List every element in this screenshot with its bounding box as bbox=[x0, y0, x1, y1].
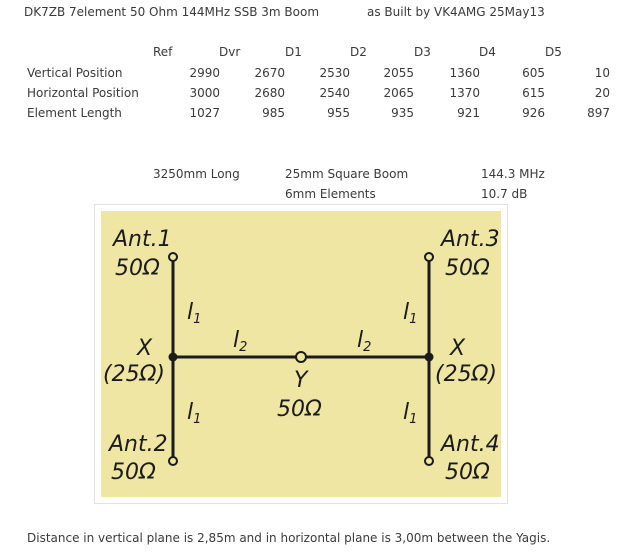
ant2-label: Ant.2 bbox=[109, 432, 168, 457]
column-header-dvr: Dvr bbox=[219, 45, 241, 59]
table-cell: 615 bbox=[522, 86, 545, 100]
table-cell: 2065 bbox=[383, 86, 414, 100]
table-cell: 20 bbox=[594, 86, 610, 100]
column-header-d3: D3 bbox=[414, 45, 431, 59]
ant2-impedance: 50Ω bbox=[111, 460, 156, 485]
ant3-connector-icon bbox=[425, 253, 433, 261]
antenna-stacking-diagram bbox=[101, 211, 501, 497]
column-header-ref: Ref bbox=[153, 45, 173, 59]
table-cell: 921 bbox=[457, 106, 480, 120]
ant4-label: Ant.4 bbox=[441, 432, 500, 457]
table-cell: 2540 bbox=[319, 86, 350, 100]
spec-gain: 10.7 dB bbox=[481, 187, 528, 201]
y-label: Y bbox=[294, 368, 308, 393]
table-cell: 605 bbox=[522, 66, 545, 80]
table-cell: 10 bbox=[594, 66, 610, 80]
left-junction-dot bbox=[169, 353, 178, 362]
ant3-label: Ant.3 bbox=[441, 227, 500, 252]
ant3-impedance: 50Ω bbox=[445, 256, 490, 281]
table-cell: 935 bbox=[391, 106, 414, 120]
table-cell: 926 bbox=[522, 106, 545, 120]
y-connector-icon bbox=[296, 352, 306, 362]
table-cell: 2055 bbox=[383, 66, 414, 80]
diagram-svg bbox=[101, 211, 501, 497]
ant2-connector-icon bbox=[169, 457, 177, 465]
footer-note: Distance in vertical plane is 2,85m and in horizontal plane is 3,00m between the Yagis. bbox=[27, 531, 551, 545]
y-impedance: 50Ω bbox=[277, 397, 322, 422]
ant4-connector-icon bbox=[425, 457, 433, 465]
right-x-impedance: (25Ω) bbox=[435, 362, 497, 387]
table-cell: 2670 bbox=[254, 66, 285, 80]
left-x-label: X bbox=[137, 336, 153, 361]
l2-label-left: l2 bbox=[233, 328, 248, 355]
l1-label-right-top: l1 bbox=[403, 300, 418, 327]
l1-label-left-top: l1 bbox=[187, 300, 202, 327]
ant1-impedance: 50Ω bbox=[115, 256, 160, 281]
row-label-element-length: Element Length bbox=[27, 106, 122, 120]
table-cell: 2530 bbox=[319, 66, 350, 80]
column-header-d4: D4 bbox=[479, 45, 496, 59]
table-cell: 2990 bbox=[189, 66, 220, 80]
left-x-impedance: (25Ω) bbox=[103, 362, 165, 387]
table-cell: 1360 bbox=[449, 66, 480, 80]
spec-boom: 25mm Square Boom bbox=[285, 167, 409, 181]
table-cell: 897 bbox=[587, 106, 610, 120]
column-header-d1: D1 bbox=[285, 45, 302, 59]
built-by-note: as Built by VK4AMG 25May13 bbox=[367, 5, 545, 19]
spec-length: 3250mm Long bbox=[153, 167, 240, 181]
row-label-horizontal-position: Horizontal Position bbox=[27, 86, 139, 100]
page-title: DK7ZB 7element 50 Ohm 144MHz SSB 3m Boom bbox=[24, 5, 320, 19]
table-cell: 985 bbox=[262, 106, 285, 120]
column-header-d5: D5 bbox=[545, 45, 562, 59]
ant4-impedance: 50Ω bbox=[445, 460, 490, 485]
table-cell: 1370 bbox=[449, 86, 480, 100]
column-header-d2: D2 bbox=[350, 45, 367, 59]
l1-label-left-bottom: l1 bbox=[187, 400, 202, 427]
l1-label-right-bottom: l1 bbox=[403, 400, 418, 427]
right-junction-dot bbox=[425, 353, 434, 362]
table-cell: 3000 bbox=[189, 86, 220, 100]
diagram-frame bbox=[94, 204, 508, 504]
ant1-connector-icon bbox=[169, 253, 177, 261]
right-x-label: X bbox=[450, 336, 466, 361]
ant1-label: Ant.1 bbox=[113, 227, 172, 252]
spec-elements: 6mm Elements bbox=[285, 187, 376, 201]
table-cell: 1027 bbox=[189, 106, 220, 120]
spec-frequency: 144.3 MHz bbox=[481, 167, 545, 181]
table-cell: 955 bbox=[327, 106, 350, 120]
row-label-vertical-position: Vertical Position bbox=[27, 66, 123, 80]
l2-label-right: l2 bbox=[357, 328, 372, 355]
table-cell: 2680 bbox=[254, 86, 285, 100]
